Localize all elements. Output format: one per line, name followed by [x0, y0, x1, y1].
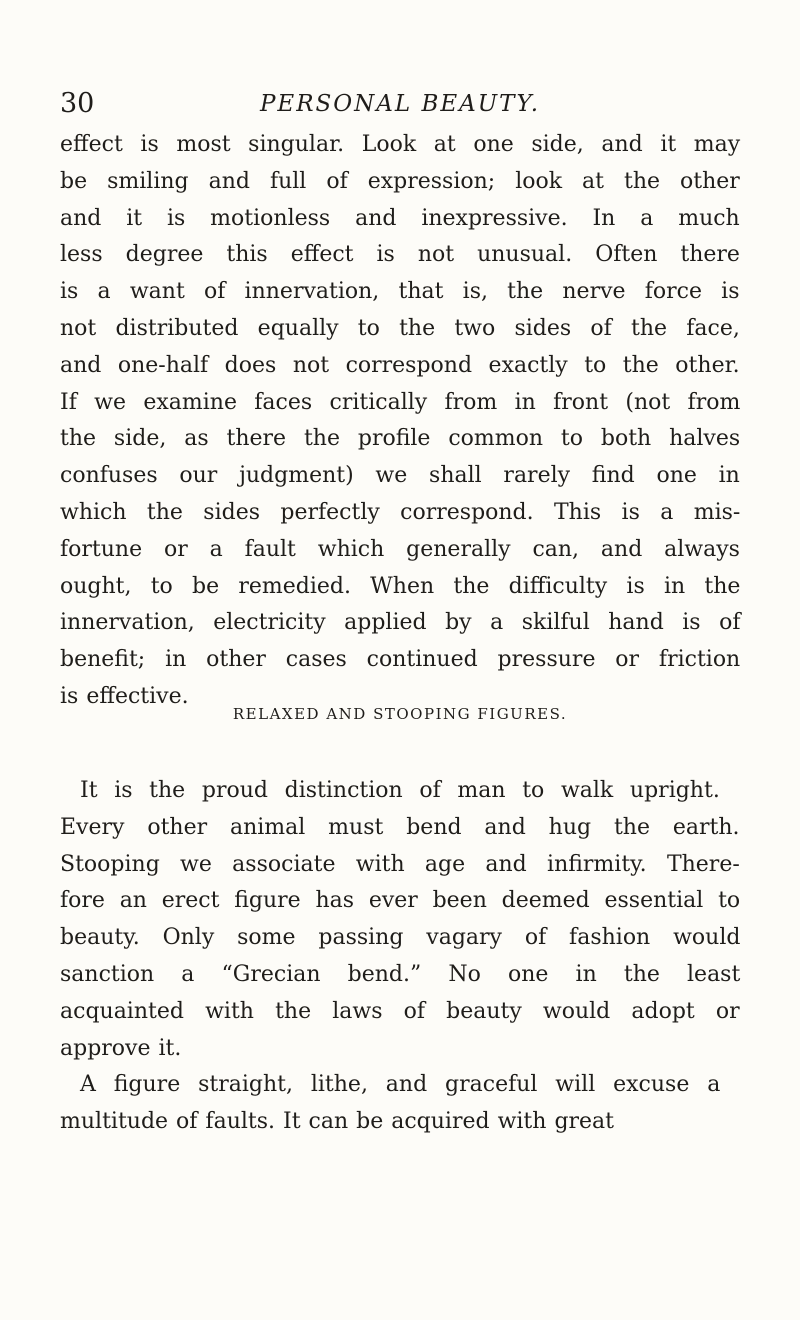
text-line: ought, to be remedied. When the difficulty is in the: [60, 573, 741, 599]
text-line: multitude of faults. It can be acquired with great: [60, 1109, 615, 1135]
text-line: approve it.: [60, 1035, 182, 1061]
text-line: and one-half does not correspond exactly to the other.: [60, 352, 740, 378]
text-line: innervation, electricity applied by a skilful hand is of: [60, 610, 741, 636]
text-line: which the sides perfectly correspond. This is a mis-: [60, 499, 741, 525]
text-line: and it is motionless and inexpressive. In a much: [60, 205, 740, 231]
text-line: is effective.: [60, 683, 189, 709]
paragraph-innervation: [60, 127, 740, 716]
page-number: 30: [60, 88, 95, 119]
text-line: benefit; in other cases continued pressure or friction: [60, 647, 741, 673]
running-title: PERSONAL BEAUTY.: [259, 91, 541, 117]
paragraph-stooping: [60, 773, 740, 1141]
text-line: acquainted with the laws of beauty would adopt or: [60, 998, 740, 1024]
text-line: A figure straight, lithe, and graceful will excuse a: [80, 1072, 721, 1098]
section-heading: RELAXED AND STOOPING FIGURES.: [232, 705, 568, 723]
text-line: Every other animal must bend and hug the earth.: [60, 814, 740, 840]
text-line: the side, as there the profile common to both halves: [60, 426, 741, 452]
text-line: be smiling and full of expression; look at the other: [60, 168, 740, 194]
page-header: [60, 84, 740, 124]
text-line: If we examine faces critically from in front (not from: [60, 389, 741, 415]
text-line: beauty. Only some passing vagary of fashion would: [60, 925, 741, 951]
text-line: fortune or a fault which generally can, and always: [60, 536, 740, 562]
text-line: Stooping we associate with age and infirmity. There-: [60, 851, 740, 877]
text-line: confuses our judgment) we shall rarely find one in: [60, 463, 740, 489]
text-line: not distributed equally to the two sides of the face,: [60, 315, 740, 341]
text-line: less degree this effect is not unusual. Often there: [60, 242, 740, 268]
text-line: sanction a “Grecian bend.” No one in the least: [60, 961, 741, 987]
text-line: It is the proud distinction of man to walk upright.: [80, 778, 720, 803]
text-line: is a want of innervation, that is, the nerve force is: [60, 279, 740, 305]
text-line: effect is most singular. Look at one side, and it may: [60, 132, 741, 157]
text-line: fore an erect figure has ever been deemed essential to: [60, 888, 741, 914]
